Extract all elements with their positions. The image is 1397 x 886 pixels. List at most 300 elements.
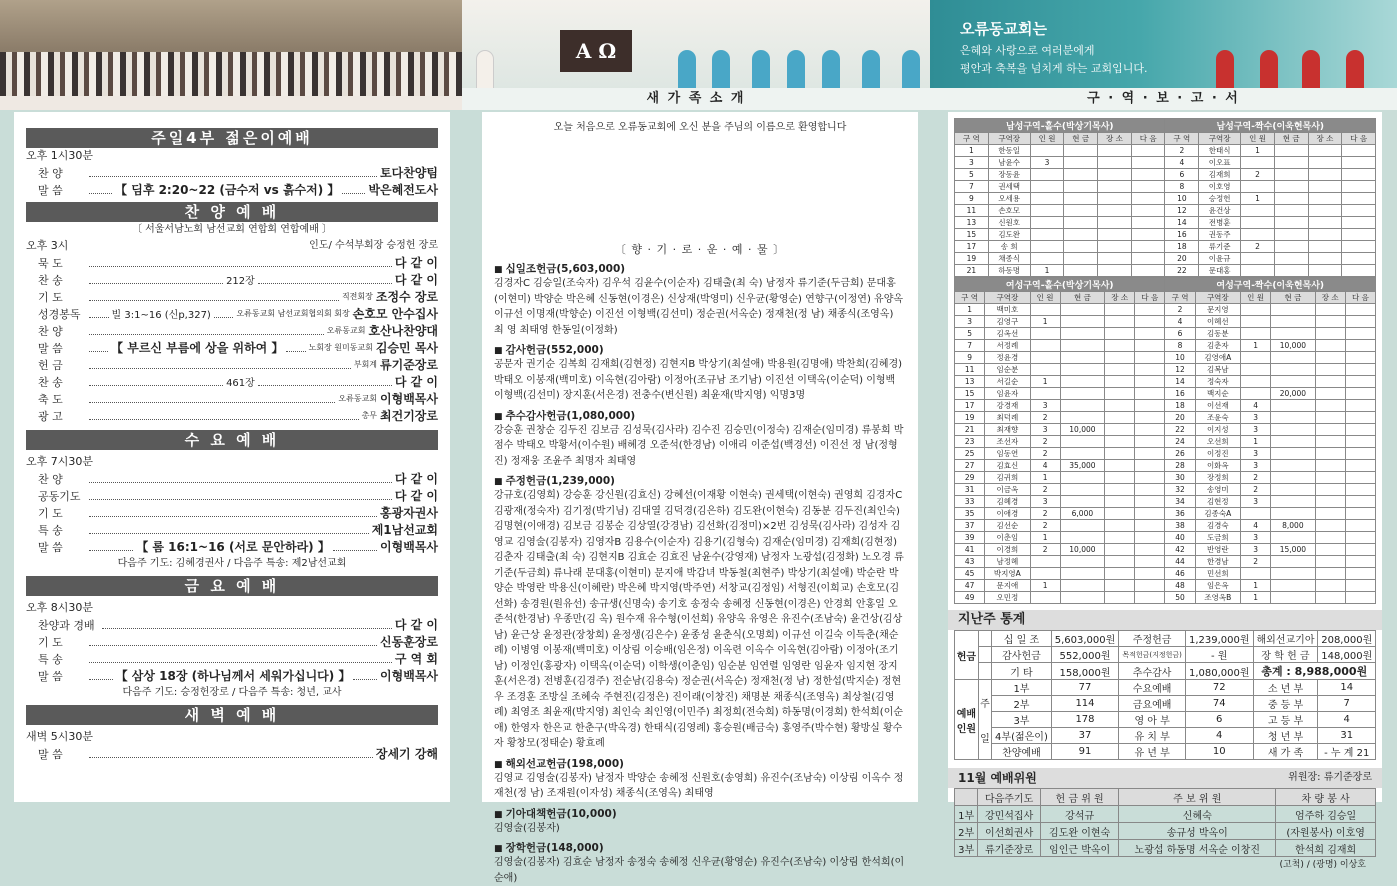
table-cell: 김옥선 <box>985 328 1030 340</box>
table-cell: 김동분 <box>1195 328 1240 340</box>
dots <box>89 509 377 517</box>
stat-cell: 37 <box>1051 728 1119 744</box>
stat-cell: - 원 <box>1185 647 1253 663</box>
table-cell: 김춘자 <box>1195 340 1240 352</box>
table-cell <box>1098 241 1132 253</box>
table-cell <box>1030 328 1060 340</box>
table-cell: 10,000 <box>1271 340 1315 352</box>
table-row <box>955 448 1376 460</box>
table-cell <box>1064 181 1098 193</box>
column-header: 차 량 봉 사 <box>1276 789 1376 806</box>
table-cell: 1부 <box>955 806 978 823</box>
table-cell: 이선희권사 <box>978 823 1041 840</box>
table-cell: 16 <box>1165 229 1199 241</box>
order-person: 다 같 이 <box>394 256 438 270</box>
stat-cell: 새 가 족 <box>1253 744 1318 760</box>
ju-label <box>978 680 991 760</box>
table-cell: 34 <box>1165 496 1195 508</box>
table-cell <box>1030 229 1064 241</box>
table-cell <box>1064 253 1098 265</box>
table-row <box>955 840 1376 857</box>
table-row <box>955 364 1376 376</box>
table-cell <box>1342 253 1376 265</box>
table-cell <box>1345 436 1375 448</box>
table-cell <box>1315 580 1345 592</box>
table-cell: 3 <box>1030 496 1060 508</box>
table-cell <box>1135 460 1165 472</box>
table-cell <box>1105 376 1135 388</box>
offering-heading: ■ 주정헌금(1,239,000) <box>494 473 906 488</box>
order-label: 찬 양 <box>38 166 63 180</box>
table-cell <box>1060 316 1104 328</box>
table-cell <box>1345 568 1375 580</box>
table-cell <box>1135 448 1165 460</box>
column-header: 구역장 <box>985 292 1030 304</box>
table-cell <box>1345 448 1375 460</box>
order-content: 【 부르신 부름에 상을 위하여 】 <box>111 341 284 355</box>
table-cell <box>1060 520 1104 532</box>
order-person: 다 같 이 <box>394 618 438 632</box>
dots <box>89 475 392 483</box>
table-cell: 5 <box>955 328 985 340</box>
order-label: 기 도 <box>38 290 63 304</box>
table-cell: 2부 <box>955 823 978 840</box>
order-label: 헌 금 <box>38 358 63 372</box>
order-row <box>26 538 438 555</box>
table-row <box>955 424 1376 436</box>
table-row <box>955 376 1376 388</box>
table-cell <box>1345 388 1375 400</box>
table-cell: 3 <box>1241 424 1271 436</box>
table-row <box>955 412 1376 424</box>
table-row <box>955 472 1376 484</box>
stat-cell: 10 <box>1185 744 1253 760</box>
table-cell <box>1105 352 1135 364</box>
order-row <box>26 667 438 684</box>
order-content: 212장 <box>226 276 255 287</box>
congregation-photo <box>0 0 462 110</box>
offering-names: 김경자C 김승일(조숙자) 김우석 김윤수(이순자) 김태출(최 숙) 남정자 류기준(두금희) 문대홍(이현미) 박양순 박은혜 신동현(이경은) 신상재(박영미) 신우균(황영순) 연향구(이정연) 유양옥 이규선 이명재(박향순) 이진선 이형백(김선미) 정순권(서옥순) 정재천(정 남) 채종식(조영옥) 최 영 최태영 한동일(이정화) <box>494 278 904 336</box>
table-cell: 10 <box>1165 352 1195 364</box>
table-row <box>955 340 1376 352</box>
stat-cell: 1,239,000원 <box>1185 631 1253 647</box>
dots <box>89 276 223 284</box>
order-label: 광 고 <box>38 409 63 423</box>
table-cell: 23 <box>955 436 985 448</box>
table-cell: 3 <box>1241 496 1271 508</box>
table-cell <box>1271 496 1315 508</box>
table-cell <box>1241 508 1271 520</box>
table-cell <box>1105 580 1135 592</box>
table-row <box>955 400 1376 412</box>
stat-cell: 72 <box>1185 680 1253 696</box>
table-cell <box>1060 388 1104 400</box>
table-cell <box>1241 229 1275 241</box>
stat-cell: 목적헌금(지정헌금) <box>1119 647 1186 663</box>
table-cell <box>1308 217 1342 229</box>
order-row <box>26 254 438 271</box>
table-cell <box>1060 556 1104 568</box>
order-person: 박은혜전도사 <box>368 183 438 197</box>
stat-cell: 3부 <box>992 712 1051 728</box>
table-cell <box>1064 157 1098 169</box>
table-cell <box>1098 217 1132 229</box>
table-cell <box>1030 304 1060 316</box>
table-cell <box>1345 316 1375 328</box>
order-person: 제1남선교회 <box>371 523 438 537</box>
table-cell: 김현정 <box>1195 496 1240 508</box>
dots <box>89 344 108 352</box>
offering-group <box>482 756 918 802</box>
table-cell <box>1342 169 1376 181</box>
stat-cell: 5,603,000원 <box>1051 631 1119 647</box>
section-title: 주일4부 젊은이예배 <box>26 128 438 148</box>
table-cell: 44 <box>1165 556 1195 568</box>
order-role: 오류동교회 <box>338 394 378 403</box>
table-cell <box>1131 193 1165 205</box>
table-cell <box>1308 157 1342 169</box>
stat-cell: 소 년 부 <box>1253 680 1318 696</box>
order-label: 특 송 <box>38 652 63 666</box>
table-cell: 문지영 <box>1195 304 1240 316</box>
table-cell <box>1135 424 1165 436</box>
table-cell: 25 <box>955 448 985 460</box>
column-header: 다 음 <box>1342 133 1376 145</box>
table-cell: 2 <box>1241 169 1275 181</box>
table-cell <box>1131 217 1165 229</box>
table-cell <box>1135 532 1165 544</box>
table-cell <box>1274 265 1308 277</box>
table-cell <box>1030 340 1060 352</box>
stat-cell: 14 <box>1318 680 1376 696</box>
table-cell <box>1241 265 1275 277</box>
table-cell <box>1342 193 1376 205</box>
order-person: 이형백목사 <box>380 669 439 683</box>
table-cell: 16 <box>1165 388 1195 400</box>
table-cell: 장정희 <box>1195 472 1240 484</box>
table-cell <box>1345 484 1375 496</box>
table-cell: 임동연 <box>985 448 1030 460</box>
table-cell: 42 <box>1165 544 1195 556</box>
next-week-note: 다음주 기도: 김혜경권사 / 다음주 특송: 제2남선교회 <box>117 558 347 569</box>
table-cell <box>1315 472 1345 484</box>
table-cell <box>1105 388 1135 400</box>
column-header: 다 음 <box>1131 133 1165 145</box>
dots <box>353 672 377 680</box>
stat-cell: 1,080,000원 <box>1185 663 1253 680</box>
table-cell: 최재향 <box>985 424 1030 436</box>
column-header: 구 역 <box>1165 133 1199 145</box>
table-row <box>955 592 1376 604</box>
table-cell: 민선희 <box>1195 568 1240 580</box>
table-cell <box>1308 145 1342 157</box>
ju: 주 <box>980 698 990 710</box>
column-header: 인 원 <box>1030 133 1064 145</box>
table-cell: 김선순 <box>985 520 1030 532</box>
table-cell: 13 <box>955 376 985 388</box>
table-cell: 7 <box>955 340 985 352</box>
dots <box>89 186 112 194</box>
order-person: 장세기 강해 <box>375 747 438 761</box>
table-cell <box>1274 205 1308 217</box>
stat-cell: 74 <box>1185 696 1253 712</box>
order-person: 다 같 이 <box>394 489 438 503</box>
stat-cell: 552,000원 <box>1051 647 1119 663</box>
stat-cell: 기 타 <box>992 663 1051 680</box>
table-cell: 남정혜 <box>985 556 1030 568</box>
table-cell <box>1271 364 1315 376</box>
table-cell <box>1131 241 1165 253</box>
table-cell: 채종식 <box>988 253 1030 265</box>
table-cell <box>1060 472 1104 484</box>
table-cell: 한경남 <box>1195 556 1240 568</box>
service-time: 오후 1시30분 <box>26 149 93 162</box>
table-cell <box>1135 592 1165 604</box>
table-cell <box>1274 157 1308 169</box>
table-cell <box>1105 436 1135 448</box>
order-row <box>26 373 438 390</box>
district-report-title: 구 · 역 · 보 · 고 · 서 <box>930 88 1397 110</box>
dots <box>89 492 392 500</box>
stat-cell: 31 <box>1318 728 1376 744</box>
table-cell: 서정례 <box>985 340 1030 352</box>
table-cell: 1 <box>1241 580 1271 592</box>
order-label: 특 송 <box>38 523 63 537</box>
table-cell: 손호모 <box>988 205 1030 217</box>
table-cell: 류기준 <box>1199 241 1241 253</box>
dots <box>89 750 373 758</box>
table-cell: 10,000 <box>1060 544 1104 556</box>
table-cell: 11 <box>955 205 989 217</box>
il: 일 <box>980 733 990 745</box>
table-cell: 3 <box>1241 544 1271 556</box>
slogan-line-1: 은혜와 사랑으로 여러분에게 <box>960 44 1095 57</box>
table-cell <box>1345 508 1375 520</box>
table-cell: 19 <box>955 412 985 424</box>
stat-cell: 영 아 부 <box>1119 712 1186 728</box>
table-cell <box>1241 253 1275 265</box>
table-cell <box>1135 328 1165 340</box>
table-cell: 1 <box>1030 580 1060 592</box>
table-cell: 14 <box>1165 217 1199 229</box>
stat-cell: 금요예배 <box>1119 696 1186 712</box>
table-cell <box>1030 352 1060 364</box>
table-cell <box>1131 181 1165 193</box>
table-cell <box>1105 568 1135 580</box>
table-cell <box>1342 217 1376 229</box>
table-cell: 24 <box>1165 436 1195 448</box>
table-cell: 12 <box>1165 205 1199 217</box>
stats-title: 지난주 통계 <box>948 610 1382 630</box>
table-cell <box>1315 568 1345 580</box>
table-cell: 11 <box>955 364 985 376</box>
table-cell: 1 <box>1030 472 1060 484</box>
table-cell <box>1315 460 1345 472</box>
stat-cell: 청 년 부 <box>1253 728 1318 744</box>
table-cell: 송규성 박옥이 <box>1119 823 1276 840</box>
order-role: 노회장 원미동교회 <box>308 343 373 352</box>
table-cell <box>1342 229 1376 241</box>
table-cell: 8,000 <box>1271 520 1315 532</box>
dots <box>89 672 113 680</box>
dots <box>89 327 324 335</box>
table-cell: 2 <box>1030 508 1060 520</box>
table-cell: 28 <box>1165 460 1195 472</box>
table-cell <box>1342 181 1376 193</box>
table-cell <box>1315 448 1345 460</box>
table-cell: 2 <box>1165 304 1195 316</box>
stat-cell: 208,000원 <box>1318 631 1376 647</box>
column-header: 구 역 <box>955 133 989 145</box>
table-cell <box>1060 496 1104 508</box>
table-cell: 한태식 <box>1199 145 1241 157</box>
table-cell: 이윤규 <box>1199 253 1241 265</box>
column-header: 구역장 <box>988 133 1030 145</box>
table-cell <box>1098 181 1132 193</box>
table-cell <box>1271 376 1315 388</box>
offering-group <box>482 473 918 752</box>
table-cell: 신혜숙 <box>1119 806 1276 823</box>
table-cell <box>1274 241 1308 253</box>
table-cell <box>1241 181 1275 193</box>
stat-cell: 2부 <box>992 696 1051 712</box>
table-cell: 2 <box>1030 412 1060 424</box>
table-cell <box>1131 157 1165 169</box>
dots <box>214 310 234 318</box>
service-time: 새벽 5시30분 <box>26 730 93 743</box>
table-row <box>955 532 1376 544</box>
table-cell <box>1345 544 1375 556</box>
table-cell <box>1060 376 1104 388</box>
table-cell: 최덕례 <box>985 412 1030 424</box>
table-cell: 이지성 <box>1195 424 1240 436</box>
table-row <box>955 580 1376 592</box>
column-header <box>955 789 978 806</box>
stat-cell: 유 치 부 <box>1119 728 1186 744</box>
service-time: 오후 3시 <box>26 239 69 252</box>
order-row <box>26 181 438 198</box>
table-cell: 장동윤 <box>988 169 1030 181</box>
table-cell <box>1030 568 1060 580</box>
table-cell: 22 <box>1165 424 1195 436</box>
offering-names: 공문자 권기순 김복희 김재희(김현정) 김현지B 박상기(최설애) 박용원(김명애) 박찬희(김혜경) 박태오 이봉재(백미호) 이옥현(김아람) 이정아(조규남 조기남) 이진선 이택옥(이순덕) 이형백 이형백(김선미) 장지훈(서은경) 전충수(변신원) 최윤재(박지영) 익명3명 <box>494 359 903 401</box>
stat-cell: 6 <box>1185 712 1253 728</box>
table-cell: 2 <box>1030 520 1060 532</box>
stat-cell: 수요예배 <box>1119 680 1186 696</box>
table-cell: 49 <box>955 592 985 604</box>
dots <box>89 378 223 386</box>
order-row <box>26 616 438 633</box>
table-cell: 41 <box>955 544 985 556</box>
order-row <box>26 271 438 288</box>
attend-label-2: 인원 <box>956 723 977 735</box>
table-title: 남성구역-홀수(박상기목사) <box>955 119 1165 133</box>
table-cell <box>1105 508 1135 520</box>
table-cell: 4 <box>1165 157 1199 169</box>
order-row <box>26 745 438 762</box>
table-cell: 김효신 <box>985 460 1030 472</box>
stat-cell: 주정헌금 <box>1119 631 1186 647</box>
table-cell: 2 <box>1165 145 1199 157</box>
table-cell <box>1105 544 1135 556</box>
order-person: 류기준장로 <box>380 358 438 372</box>
table-cell: 8 <box>1165 340 1195 352</box>
table-cell <box>1315 508 1345 520</box>
order-label: 기 도 <box>38 506 63 520</box>
table-cell <box>1241 568 1271 580</box>
table-cell: 48 <box>1165 580 1195 592</box>
table-cell <box>1345 364 1375 376</box>
column-header: 헌 금 위 원 <box>1040 789 1118 806</box>
table-cell: 강경재 <box>985 400 1030 412</box>
table-cell <box>1098 253 1132 265</box>
order-content: 461장 <box>226 378 255 389</box>
column-header: 현 금 <box>1064 133 1098 145</box>
table-cell <box>1098 265 1132 277</box>
order-row <box>26 356 438 373</box>
car-service-extra: (고척) / (광명) 이상호 <box>1279 860 1366 870</box>
district-table <box>954 277 1376 604</box>
table-cell <box>1064 217 1098 229</box>
table-cell: 2 <box>1241 472 1271 484</box>
order-person: 신동훈장로 <box>380 635 438 649</box>
table-cell <box>1241 157 1275 169</box>
table-cell <box>1105 496 1135 508</box>
table-cell <box>1241 364 1271 376</box>
table-cell <box>1271 568 1315 580</box>
stat-cell: - 누 계 21 <box>1318 744 1376 760</box>
table-cell <box>1274 217 1308 229</box>
table-cell <box>1105 400 1135 412</box>
table-cell <box>1315 376 1345 388</box>
table-cell <box>1131 169 1165 181</box>
table-cell <box>1131 205 1165 217</box>
table-cell <box>1271 424 1315 436</box>
offering-heading: ■ 기아대책헌금(10,000) <box>494 806 906 821</box>
offering-names: 강승훈 권창순 김두진 김보금 김성묵(김사라) 김수진 김승민(이정숙) 김재순(임미경) 류봉희 박점수 박태오 박황서(이수원) 배혜경 오준석(한경남) 이애리 이준섭(백경선) 이진선 정 남(정형진) 정재웅 조윤주 최명자 최태영 <box>494 424 904 467</box>
offering-heading: ■ 해외선교헌금(198,000) <box>494 756 906 771</box>
order-row <box>26 288 438 305</box>
table-cell <box>1345 340 1375 352</box>
table-cell <box>1030 205 1064 217</box>
order-role: 총무 <box>361 411 378 420</box>
table-cell: 이금옥 <box>985 484 1030 496</box>
table-cell <box>1342 265 1376 277</box>
table-cell: 3 <box>1030 157 1064 169</box>
table-cell <box>1271 472 1315 484</box>
table-cell: 남윤수 <box>988 157 1030 169</box>
table-cell: 20 <box>1165 253 1199 265</box>
table-cell <box>1030 241 1064 253</box>
table-cell: 2 <box>1030 544 1060 556</box>
table-row <box>955 169 1376 181</box>
table-cell <box>1105 484 1135 496</box>
order-label: 묵 도 <box>38 256 63 270</box>
order-person: 최건기장로 <box>380 409 438 423</box>
table-cell <box>1274 169 1308 181</box>
order-role: 오류동교회 <box>326 326 366 335</box>
table-cell <box>1241 304 1271 316</box>
table-cell <box>1308 205 1342 217</box>
table-cell: 2 <box>1241 241 1275 253</box>
table-row <box>955 253 1376 265</box>
table-cell: 18 <box>1165 400 1195 412</box>
table-cell <box>1271 352 1315 364</box>
column-header: 인 원 <box>1241 292 1271 304</box>
offering-group <box>482 840 918 886</box>
table-cell: 1 <box>1030 316 1060 328</box>
table-cell: 이호영 <box>1199 181 1241 193</box>
